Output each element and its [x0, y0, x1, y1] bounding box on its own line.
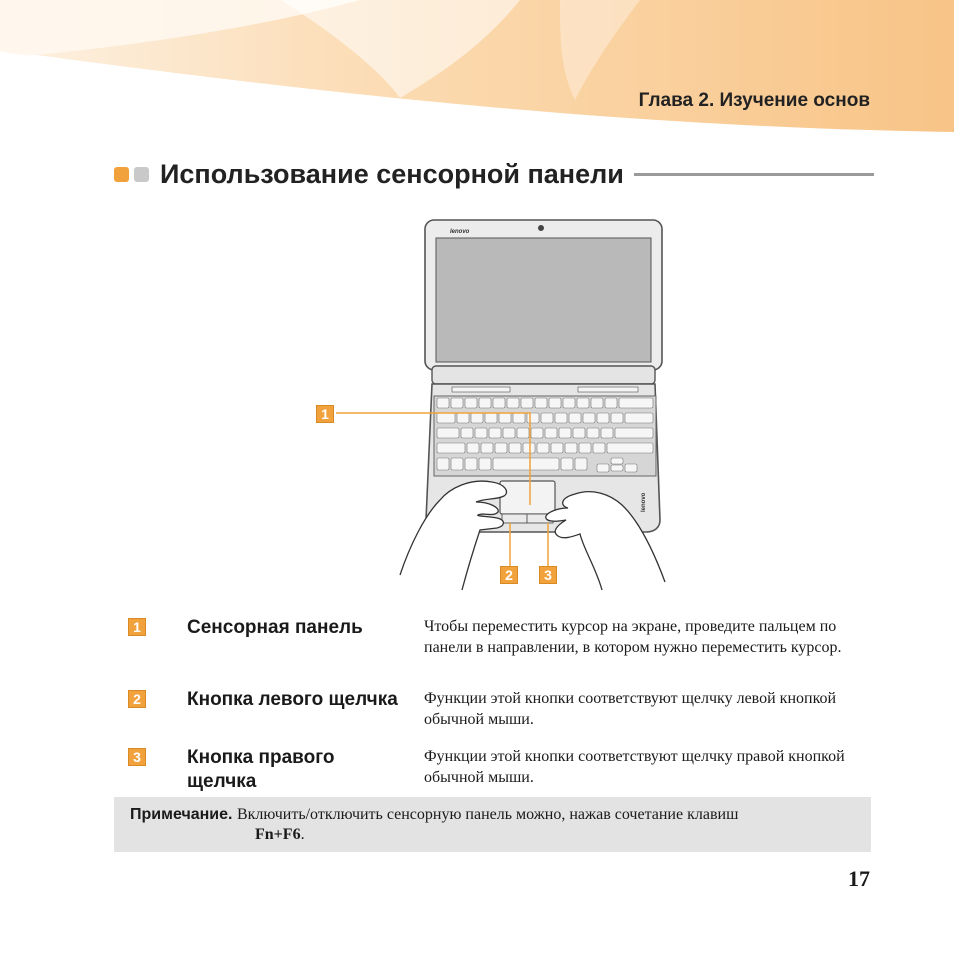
lid-logo: lenovo	[450, 229, 470, 235]
callout-3: 3	[539, 566, 557, 584]
legend-description: Чтобы переместить курсор на экране, проведите пальцем по панели в направлении, в котором нужно переместить курсор.	[424, 618, 842, 656]
callout-2: 2	[500, 566, 518, 584]
legend-term: Кнопка правого щелчка	[187, 747, 335, 792]
legend-number: 3	[128, 748, 146, 766]
legend-term: Сенсорная панель	[187, 617, 363, 638]
title-rule	[634, 173, 874, 176]
chapter-title: Глава 2. Изучение основ	[638, 90, 870, 111]
base-logo: lenovo	[641, 492, 647, 512]
legend-number: 2	[128, 690, 146, 708]
legend-number: 1	[128, 618, 146, 636]
note-suffix: .	[300, 826, 305, 843]
section-heading	[114, 154, 874, 194]
section-title: Использование сенсорной панели	[160, 158, 624, 189]
legend-term: Кнопка левого щелчка	[187, 689, 398, 710]
page-number: 17	[848, 866, 870, 891]
note-text: Включить/отключить сенсорную панель можно, нажав сочетание клавиш	[236, 806, 739, 823]
note-box	[114, 797, 871, 852]
header-decoration	[0, 0, 954, 140]
note-label: Примечание.	[130, 806, 233, 823]
laptop-illustration	[300, 214, 680, 594]
legend-description: Функции этой кнопки соответствуют щелчку правой кнопкой обычной мыши.	[424, 748, 845, 786]
note-key-combination: Fn+F6	[255, 826, 301, 843]
callout-1: 1	[316, 405, 334, 423]
orange-square-icon	[114, 167, 129, 182]
gray-square-icon	[134, 167, 149, 182]
legend-description: Функции этой кнопки соответствуют щелчку левой кнопкой обычной мыши.	[424, 690, 837, 728]
